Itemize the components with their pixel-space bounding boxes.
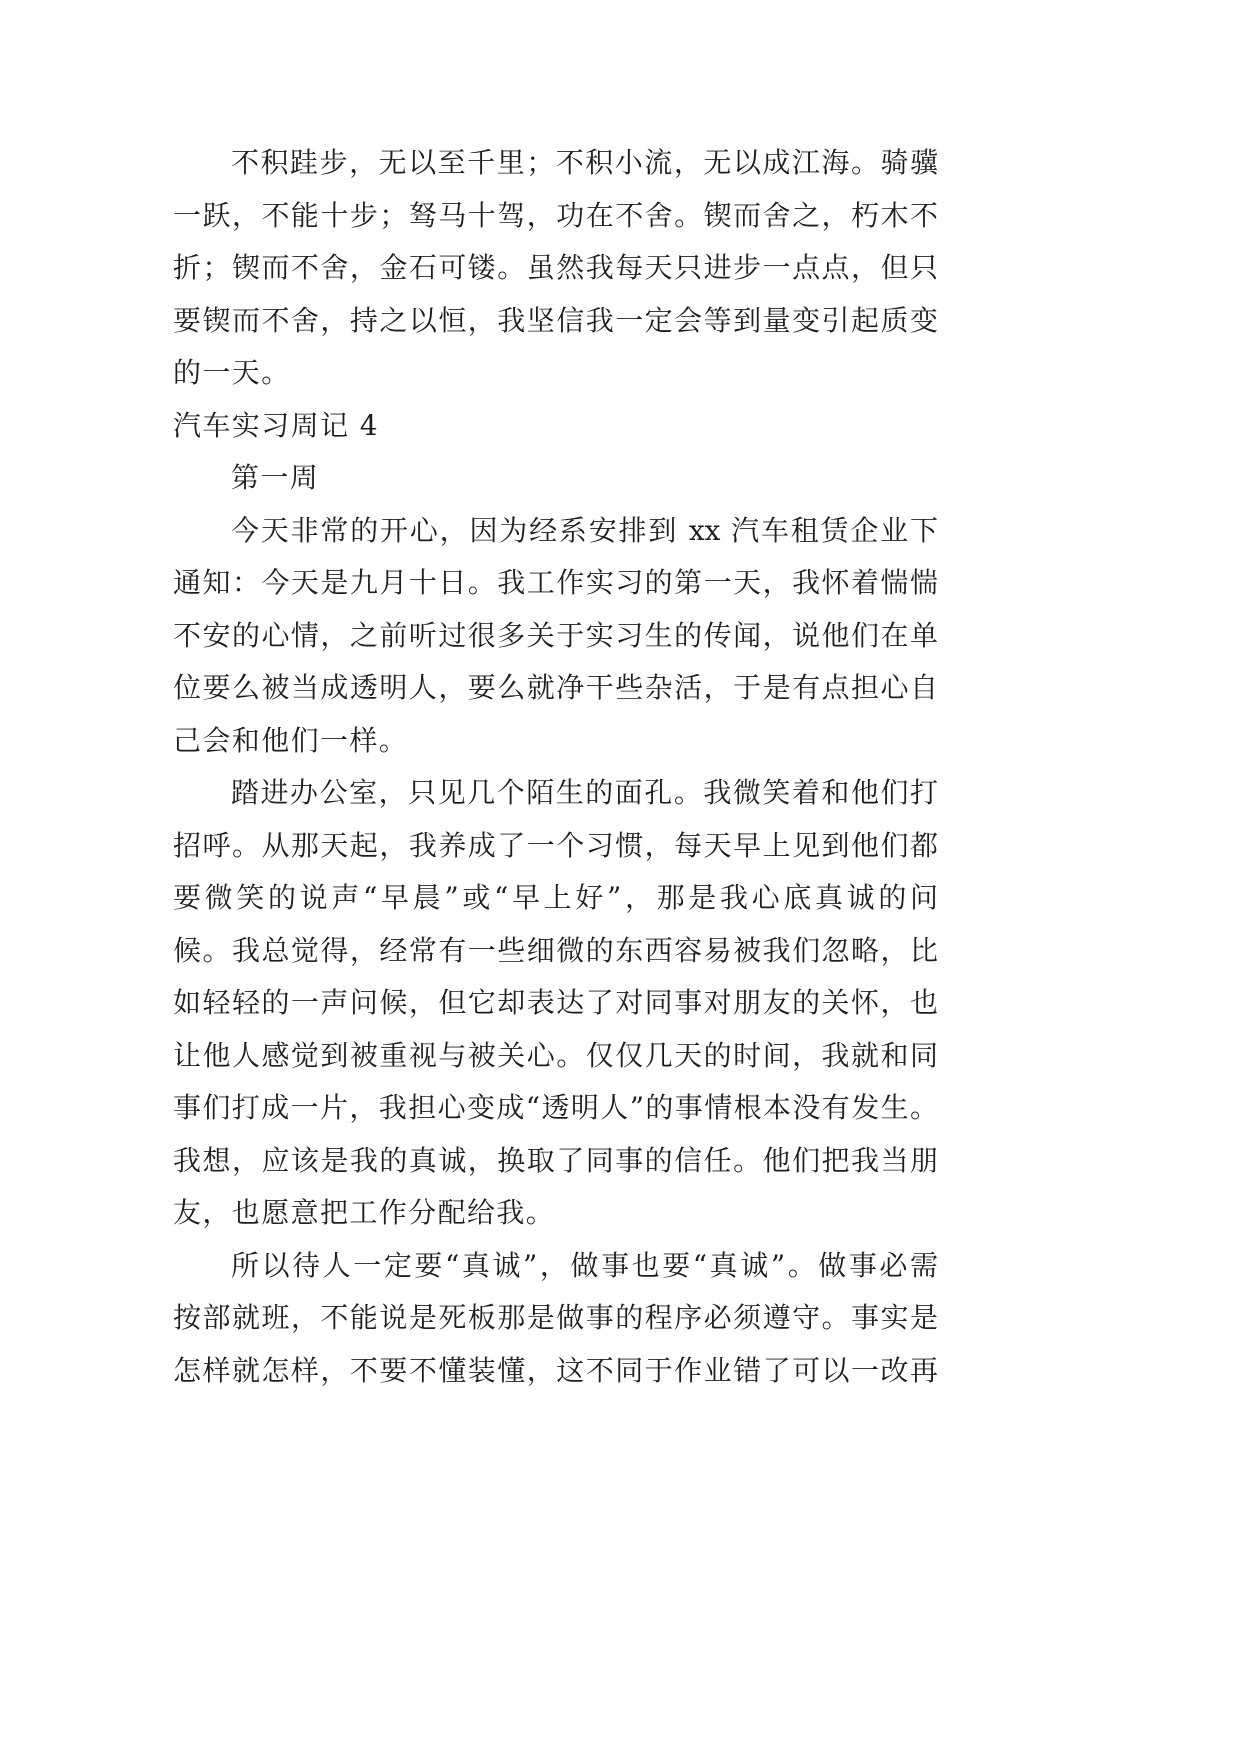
text-line: 一跃，不能十步；驽马十驾，功在不舍。锲而舍之，朽木不 (173, 198, 938, 232)
paragraph-4 (173, 1240, 938, 1398)
text-line: 踏进办公室，只见几个陌生的面孔。我微笑着和他们打 (231, 776, 938, 809)
text-line: 通知：今天是九月十日。我工作实习的第一天，我怀着惴惴 (173, 566, 938, 599)
text-line: 己会和他们一样。 (173, 723, 409, 757)
text-line: 不安的心情，之前听过很多关于实习生的传闻，说他们在单 (173, 618, 938, 652)
text-line: 不积跬步，无以至千里；不积小流，无以成江海。骑骥 (231, 146, 938, 179)
text-line: 友，也愿意把工作分配给我。 (173, 1196, 556, 1229)
paragraph-3 (173, 767, 938, 1240)
document-page (173, 137, 938, 1397)
text-line: 要微笑的说声“早晨”或“早上好”，那是我心底真诚的问 (173, 881, 938, 914)
text-line: 要锲而不舍，持之以恒，我坚信我一定会等到量变引起质变 (173, 303, 938, 337)
paragraph-2 (173, 505, 938, 768)
text-line: 所以待人一定要“真诚”，做事也要“真诚”。做事必需 (231, 1248, 938, 1282)
text-line: 让他人感觉到被重视与被关心。仅仅几天的时间，我就和同 (173, 1038, 938, 1072)
text-line: 事们打成一片，我担心变成“透明人”的事情根本没有发生。 (173, 1091, 938, 1124)
text-line: 怎样就怎样，不要不懂装懂，这不同于作业错了可以一改再 (173, 1353, 938, 1387)
paragraph-1 (173, 137, 938, 400)
text-line: 招呼。从那天起，我养成了一个习惯，每天早上见到他们都 (173, 828, 938, 862)
text-line: 折；锲而不舍，金石可镂。虽然我每天只进步一点点，但只 (173, 251, 938, 284)
text-line: 的一天。 (173, 356, 291, 389)
text-line: 今天非常的开心，因为经系安排到 xx 汽车租赁企业下 (231, 513, 938, 547)
text-line: 位要么被当成透明人，要么就净干些杂活，于是有点担心自 (173, 671, 938, 704)
text-line: 按部就班，不能说是死板那是做事的程序必须遵守。事实是 (173, 1301, 938, 1334)
text-line: 我想，应该是我的真诚，换取了同事的信任。他们把我当朋 (173, 1143, 938, 1177)
text-line: 如轻轻的一声问候，但它却表达了对同事对朋友的关怀，也 (173, 986, 938, 1019)
text-line: 候。我总觉得，经常有一些细微的东西容易被我们忽略，比 (173, 933, 938, 967)
week-title: 第一周 (231, 461, 320, 494)
section-title: 汽车实习周记 4 (173, 408, 379, 442)
